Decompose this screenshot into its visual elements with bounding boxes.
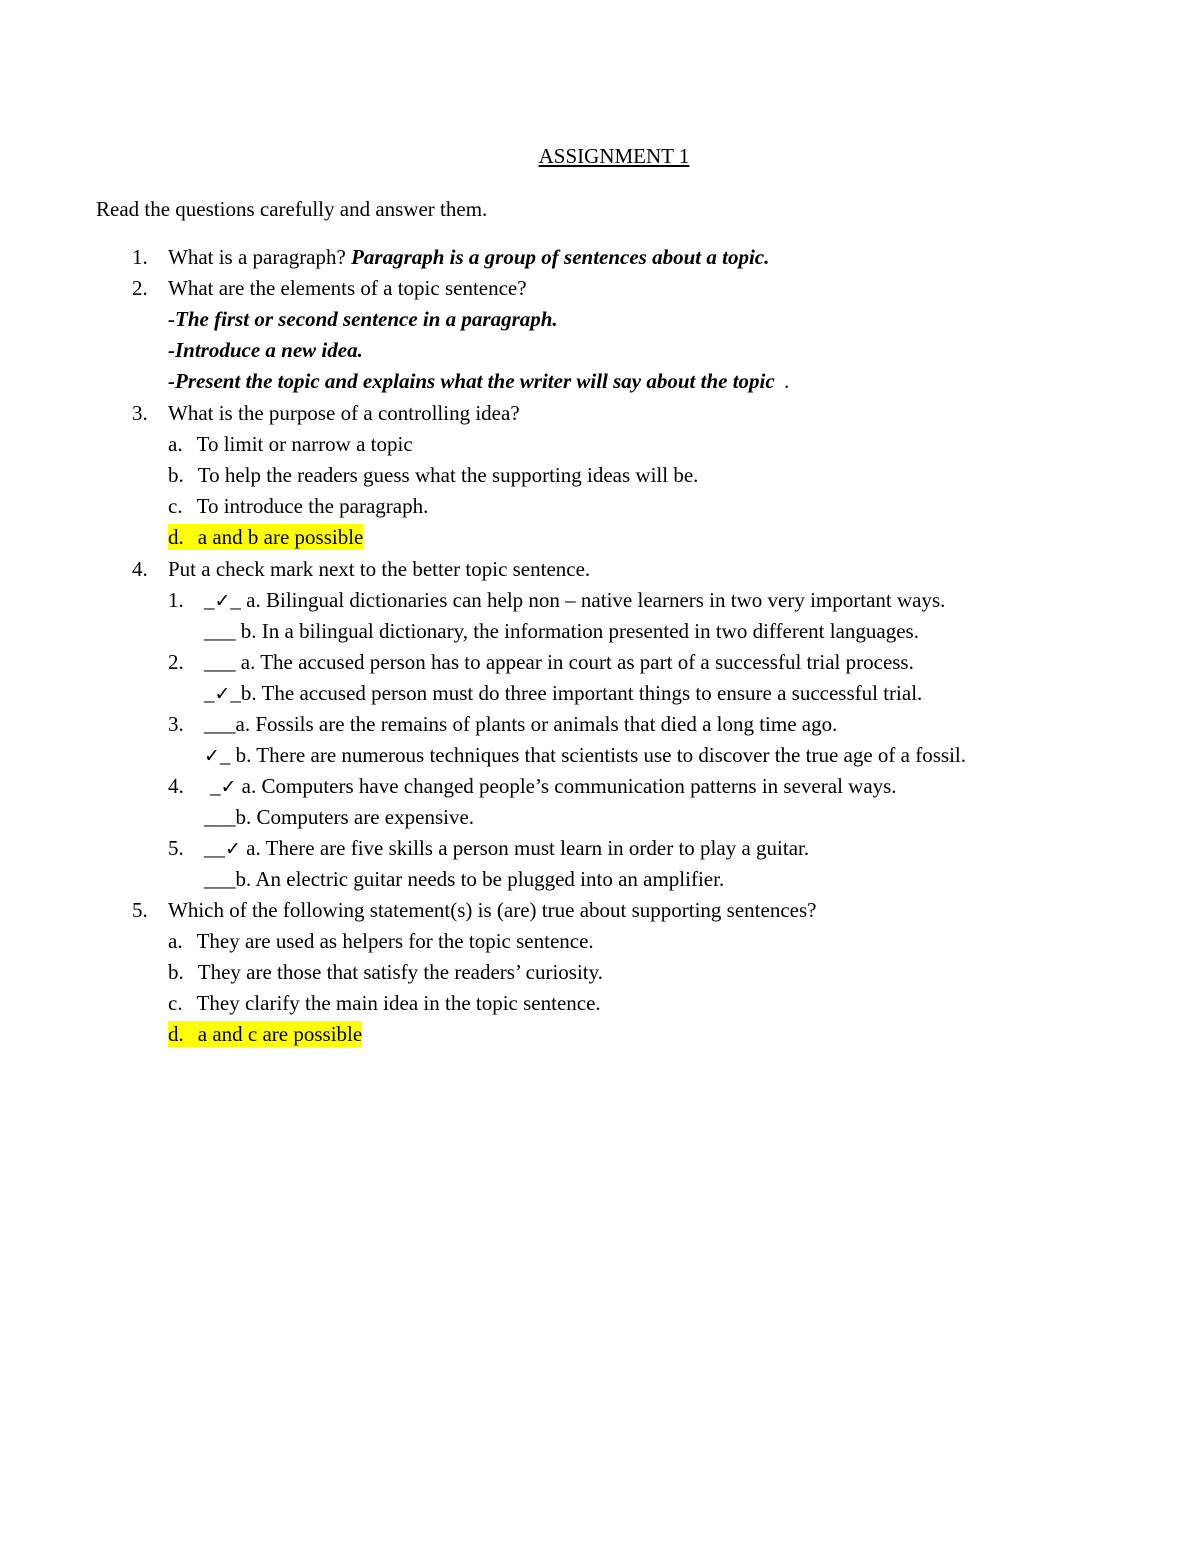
question-3-option-c <box>168 493 428 519</box>
check-mark-icon: ✓ <box>214 590 231 612</box>
option-text: a and c are possible <box>197 1022 363 1046</box>
question-4-number: 4. <box>132 557 148 581</box>
option-letter: c. <box>168 494 183 518</box>
check-mark-icon: ✓ <box>220 776 237 798</box>
q4-item-4-b: ___b. Computers are expensive. <box>204 805 475 829</box>
option-text: To introduce the paragraph. <box>196 494 429 518</box>
q4-item-2-b: _✓_b. The accused person must do three important things to ensure a successful trial. <box>204 681 923 705</box>
option-text: To limit or narrow a topic <box>196 432 413 456</box>
question-1-text: What is a paragraph? <box>168 245 346 269</box>
question-2-answer-3-line <box>168 368 789 394</box>
q4-item-1-number: 1. <box>168 588 184 612</box>
q4-item-3-number: 3. <box>168 712 184 736</box>
check-mark-icon: ✓ <box>214 683 231 705</box>
question-2-text: What are the elements of a topic sentence? <box>168 276 527 300</box>
question-2-answer-2: -Introduce a new idea. <box>168 338 363 362</box>
question-5-option-b <box>168 959 603 985</box>
instructions: Read the questions carefully and answer them. <box>96 197 488 221</box>
q4-item-3-a: ___a. Fossils are the remains of plants or animals that died a long time ago. <box>204 712 838 736</box>
question-5-option-c <box>168 990 601 1016</box>
question-3-text: What is the purpose of a controlling idea? <box>168 401 520 425</box>
q4-item-4-number: 4. <box>168 774 184 798</box>
question-5-option-a <box>168 928 594 954</box>
question-5-text: Which of the following statement(s) is (are) true about supporting sentences? <box>168 898 817 922</box>
question-1-answer: Paragraph is a group of sentences about a topic. <box>351 245 770 269</box>
question-3-option-a <box>168 431 413 457</box>
option-letter: b. <box>168 463 184 487</box>
option-letter: b. <box>168 960 184 984</box>
question-1-number: 1. <box>132 245 148 269</box>
option-letter: d. <box>168 525 184 549</box>
question-4-text: Put a check mark next to the better topic sentence. <box>168 557 591 581</box>
q4-item-1-b: ___ b. In a bilingual dictionary, the information presented in two different languages. <box>204 619 919 643</box>
option-letter: a. <box>168 432 183 456</box>
q4-item-4-a: _✓ a. Computers have changed people’s communication patterns in several ways. <box>210 774 897 798</box>
option-letter: a. <box>168 929 183 953</box>
question-1 <box>168 244 769 270</box>
question-5-number: 5. <box>132 898 148 922</box>
question-2-answer-3: -Present the topic and explains what the writer will say about the topic <box>168 369 775 393</box>
q4-item-5-number: 5. <box>168 836 184 860</box>
question-3-option-b <box>168 462 698 488</box>
option-text: They are used as helpers for the topic sentence. <box>196 929 594 953</box>
option-letter: c. <box>168 991 183 1015</box>
q4-item-2-a: ___ a. The accused person has to appear in court as part of a successful trial process. <box>204 650 914 674</box>
check-mark-icon: ✓ <box>204 745 220 767</box>
question-5-option-d-highlighted <box>168 1021 362 1047</box>
q4-item-5-a: __✓ a. There are five skills a person must learn in order to play a guitar. <box>204 836 810 860</box>
page-title: ASSIGNMENT 1 <box>538 144 690 168</box>
q4-item-3-b: ✓_ b. There are numerous techniques that scientists use to discover the true age of a fossil. <box>204 743 966 767</box>
question-2-number: 2. <box>132 276 148 300</box>
q4-item-5-b: ___b. An electric guitar needs to be plugged into an amplifier. <box>204 867 725 891</box>
option-text: a and b are possible <box>197 525 364 549</box>
q4-item-1-a: _✓_ a. Bilingual dictionaries can help non – native learners in two very important ways. <box>204 588 946 612</box>
question-3-option-d-highlighted <box>168 524 363 550</box>
q4-item-2-number: 2. <box>168 650 184 674</box>
check-mark-icon: ✓ <box>225 838 241 860</box>
question-3-number: 3. <box>132 401 148 425</box>
option-text: They clarify the main idea in the topic sentence. <box>196 991 601 1015</box>
question-2-trailing: . <box>783 369 790 393</box>
option-letter: d. <box>168 1022 184 1046</box>
question-2-answer-1: -The first or second sentence in a paragraph. <box>168 307 558 331</box>
option-text: They are those that satisfy the readers’ curiosity. <box>197 960 604 984</box>
option-text: To help the readers guess what the supporting ideas will be. <box>197 463 699 487</box>
